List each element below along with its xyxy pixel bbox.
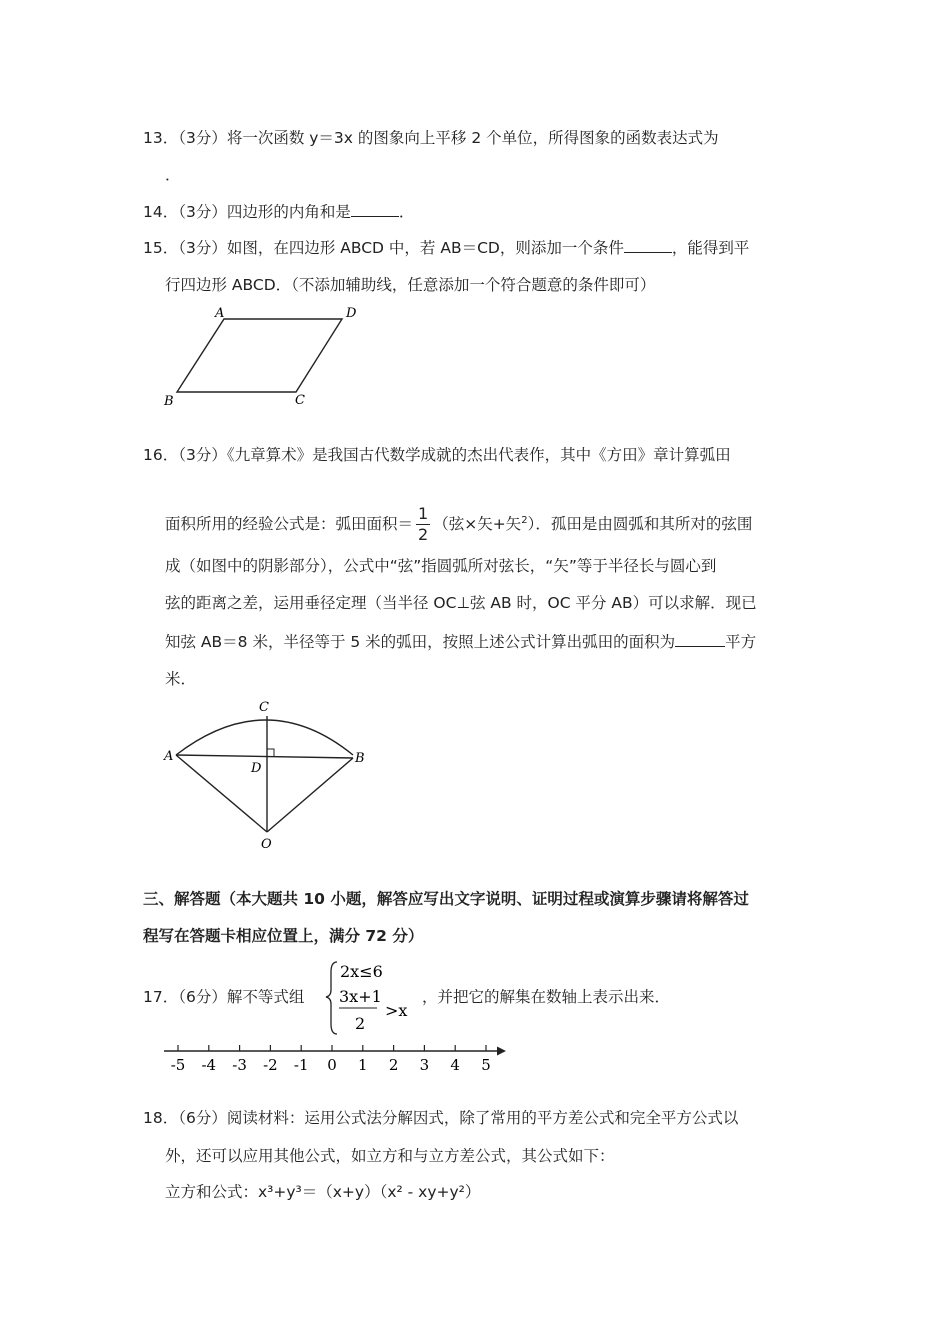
inequality-2-numerator: 3x+1	[339, 987, 382, 1006]
q16-line2	[165, 506, 752, 543]
frac-num: 1	[418, 504, 429, 523]
axis-arrow	[497, 1047, 506, 1056]
parallelogram-abcd	[177, 319, 342, 392]
radius-ob	[267, 758, 353, 832]
label-b: B	[164, 394, 174, 409]
label-c: C	[295, 393, 305, 408]
chord-ab	[176, 755, 353, 758]
tick-label--5: -5	[170, 1056, 186, 1074]
q16-line1: 16．（3分）《九章算术》是我国古代数学成就的杰出代表作，其中《方田》章计算弧田	[143, 446, 731, 464]
q16-formula-text: 面积所用的经验公式是：弧田面积＝	[165, 515, 414, 533]
q16-formula-end: ）．孤田是由圆弧和其所对的弦围	[527, 515, 753, 533]
right-angle-mark	[267, 749, 274, 756]
q17-text-cont: ，并把它的解集在数轴上表示出来．	[422, 988, 671, 1006]
frac-den: 2	[418, 525, 429, 544]
tick-label--3: -3	[232, 1056, 247, 1074]
q14	[143, 201, 414, 222]
tick-label--2: -2	[263, 1056, 278, 1074]
q14-end: ．	[398, 203, 415, 221]
tick-label--1: -1	[293, 1056, 309, 1074]
q15-answer-blank[interactable]	[624, 237, 672, 253]
tick-label-4: 4	[450, 1056, 460, 1074]
tick-label-5: 5	[481, 1056, 491, 1074]
inequality-1: 2x≤6	[340, 962, 383, 981]
inequality-2-denominator: 2	[355, 1014, 366, 1033]
tick-label-1: 1	[358, 1056, 368, 1074]
tick-label-2: 2	[388, 1056, 399, 1074]
inequality-2-relation: >x	[385, 1001, 408, 1020]
q18-line3: 立方和公式：x³+y³＝（x+y）（x² - xy+y²）	[165, 1183, 481, 1201]
section3-heading-line1: 三、解答题（本大题共 10 小题，解答应写出文字说明、证明过程或演算步骤请将解答过	[143, 890, 749, 908]
q15-parallelogram-figure	[155, 300, 375, 415]
fraction-one-half	[416, 506, 430, 543]
q17-text: 17．（6分）解不等式组	[143, 988, 305, 1006]
q16-line4: 弦的距离之差，运用垂径定理（当半径 OC⊥弦 AB 时，OC 平分 AB）可以求解．现已	[165, 594, 757, 612]
q16-formula-cont: （弦×矢+矢	[433, 515, 522, 533]
tick-label-3: 3	[419, 1056, 430, 1074]
q15-text-cont: ，能得到平	[671, 239, 750, 257]
q14-answer-blank[interactable]	[351, 201, 399, 217]
q16-unit: 平方	[725, 633, 757, 651]
label-d: D	[346, 306, 357, 321]
tick-label-0: 0	[327, 1056, 337, 1074]
q13-line2: ．	[165, 166, 181, 184]
q16-line6: 米．	[165, 670, 197, 688]
label-b: B	[355, 751, 365, 766]
q15-text: 15．（3分）如图，在四边形 ABCD 中，若 AB＝CD，则添加一个条件	[143, 239, 624, 257]
left-brace	[326, 962, 337, 1034]
label-a: A	[215, 306, 225, 321]
number-line	[160, 1040, 515, 1080]
tick-label--4: -4	[201, 1056, 217, 1074]
label-o: O	[261, 837, 272, 852]
q17-inequality-system	[325, 958, 425, 1038]
section3-heading-line2: 程写在答题卡相应位置上，满分 72 分）	[143, 927, 424, 945]
q13-line1: 13．（3分）将一次函数 y＝3x 的图象向上平移 2 个单位，所得图象的函数表达式为	[143, 129, 719, 147]
q16-line5	[165, 631, 756, 652]
label-c: C	[259, 700, 269, 715]
label-d: D	[251, 761, 262, 776]
arc-acb	[176, 720, 353, 755]
q16-line3: 成（如图中的阴影部分），公式中“弦”指圆弧所对弦长，“矢”等于半径长与圆心到	[165, 557, 717, 575]
q18-line1: 18．（6分）阅读材料：运用公式法分解因式，除了常用的平方差公式和完全平方公式以	[143, 1109, 739, 1127]
q16-exponent: 2	[521, 514, 528, 526]
q18-line2: 外，还可以应用其他公式，如立方和与立方差公式，其公式如下：	[165, 1147, 615, 1165]
q15-line2: 行四边形 ABCD．（不添加辅助线，任意添加一个符合题意的条件即可）	[165, 276, 656, 294]
label-a: A	[164, 749, 174, 764]
q16-arc-field-figure	[155, 692, 385, 857]
q14-text: 14．（3分）四边形的内角和是	[143, 203, 351, 221]
q16-answer-blank[interactable]	[675, 631, 725, 647]
q15-line1	[143, 237, 749, 258]
q16-question: 知弦 AB＝8 米，半径等于 5 米的弧田，按照上述公式计算出弧田的面积为	[165, 633, 676, 651]
